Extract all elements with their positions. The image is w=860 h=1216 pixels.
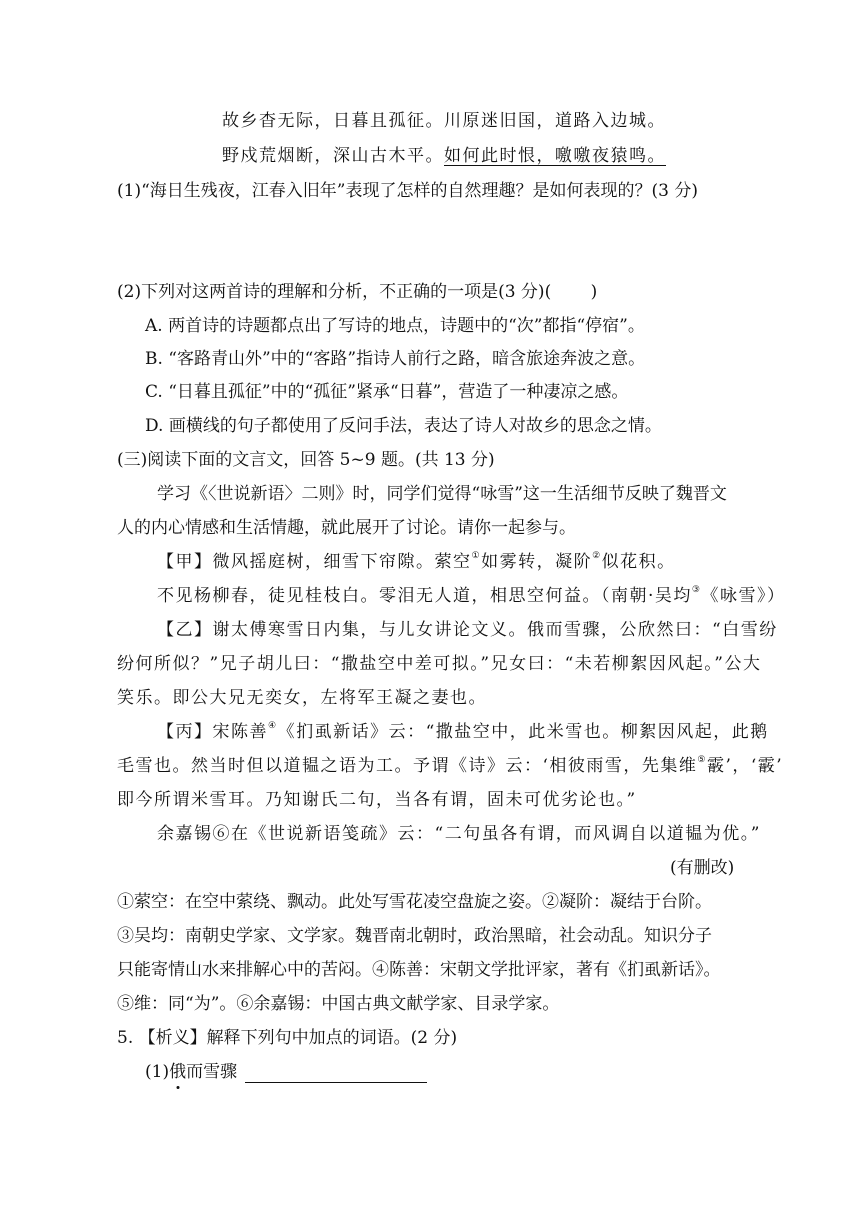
poem-line-2-underlined: 如何此时恨，噭噭夜猿鸣。: [444, 146, 666, 166]
passage-bing-text: 【丙】宋陈善: [157, 722, 268, 742]
footnote-line-2: ③吴均：南朝史学家、文学家。魏晋南北朝时，政治黑暗，社会动乱。知识分子: [117, 926, 712, 946]
passage-bing-line-2: [117, 755, 783, 777]
question-2-option-d: D. 画横线的句子都使用了反问手法，表达了诗人对故乡的思念之情。: [145, 416, 662, 436]
passage-bing-text: 毛雪也。然当时但以道韫之语为工。予谓《诗》云：‘相彼雨雪，先集维: [117, 756, 698, 776]
question-2-option-b: B. “客路青山外”中的“客路”指诗人前行之路，暗含旅途奔波之意。: [145, 349, 646, 369]
item-number: (1): [145, 1062, 170, 1082]
source-note: (有删改): [670, 858, 735, 878]
passage-bing-line-1: [157, 721, 769, 743]
passage-jia-text: 如雾转，凝阶: [481, 552, 593, 572]
question-2-option-a: A. 两首诗的诗题都点出了写诗的地点，诗题中的“次”都指“停宿”。: [145, 316, 645, 336]
footnote-marker: ④: [268, 721, 278, 731]
passage-jia-text: 【甲】微风摇庭树，细雪下帘隙。萦空: [157, 552, 472, 572]
question-5-item-1: [145, 1061, 427, 1083]
passage-yu-line: 余嘉锡⑥在《世说新语笺疏》云：“二句虽各有谓，而风调自以道韫为优。”: [157, 824, 761, 844]
passage-bing-text: 霰’，‘霰’: [706, 756, 784, 776]
answer-blank[interactable]: [245, 1064, 427, 1083]
footnote-marker: ①: [471, 551, 482, 561]
passage-bing-text: 《扪虱新话》云：“撒盐空中，此米雪也。柳絮因风起，此鹅: [277, 722, 769, 742]
question-1: (1)“海日生残夜，江春入旧年”表现了怎样的自然理趣？是如何表现的？(3 分): [117, 181, 698, 201]
question-2-stem: (2)下列对这两首诗的理解和分析，不正确的一项是(3 分)( ): [117, 282, 598, 302]
dotted-character: 俄: [169, 1062, 187, 1082]
footnote-marker: ②: [592, 551, 602, 561]
intro-line-1: 学习《〈世说新语〉二则》时，同学们觉得“咏雪”这一生活细节反映了魏晋文: [157, 484, 727, 504]
passage-bing-line-3: 即今所谓米雪耳。乃知谢氏二句，当各有谓，固未可优劣论也。”: [117, 790, 637, 810]
passage-jia-line-1: [157, 551, 676, 573]
passage-jia-text: 《咏雪》）: [701, 586, 786, 606]
question-5-stem: 5. 【析义】解释下列句中加点的词语。(2 分): [117, 1028, 458, 1048]
footnote-line-3: 只能寄情山水来排解心中的苦闷。④陈善：宋朝文学批评家，著有《扪虱新话》。: [117, 960, 721, 980]
footnote-line-1: ①萦空：在空中萦绕、飘动。此处写雪花凌空盘旋之姿。②凝阶：凝结于台阶。: [117, 892, 712, 912]
passage-jia-line-2: [157, 585, 785, 607]
footnote-marker: ⑤: [697, 755, 707, 765]
passage-yi-line-3: 笑乐。即公大兄无奕女，左将军王凝之妻也。: [117, 688, 487, 708]
passage-yi-line-2: 纷何所似？”兄子胡儿曰：“撒盐空中差可拟。”兄女曰：“未若柳絮因风起。”公大: [117, 654, 762, 674]
item-text: 而雪骤: [186, 1062, 238, 1082]
footnote-line-4: ⑤维：同“为”。⑥余嘉锡：中国古典文献学家、目录学家。: [117, 994, 560, 1014]
question-2-option-c: C. “日暮且孤征”中的“孤征”紧承“日暮”，营造了一种凄凉之感。: [145, 382, 629, 402]
footnote-marker: ③: [691, 585, 702, 595]
passage-jia-text: 似花积。: [601, 552, 676, 572]
poem-line-2: [222, 145, 666, 167]
poem-line-1: 故乡杳无际，日暮且孤征。川原迷旧国，道路入边城。: [222, 111, 666, 131]
passage-yi-line-1: 【乙】谢太傅寒雪日内集，与儿女讲论文义。俄而雪骤，公欣然曰：“白雪纷: [157, 620, 778, 640]
passage-jia-text: 不见杨柳春，徒见桂枝白。零泪无人道，相思空何益。（南朝·吴均: [157, 586, 692, 606]
intro-line-2: 人的内心情感和生活情趣，就此展开了讨论。请你一起参与。: [117, 518, 576, 538]
section-3-heading: (三)阅读下面的文言文，回答 5~9 题。(共 13 分): [117, 450, 495, 470]
poem-line-2-plain: 野戍荒烟断，深山古木平。: [222, 146, 444, 166]
